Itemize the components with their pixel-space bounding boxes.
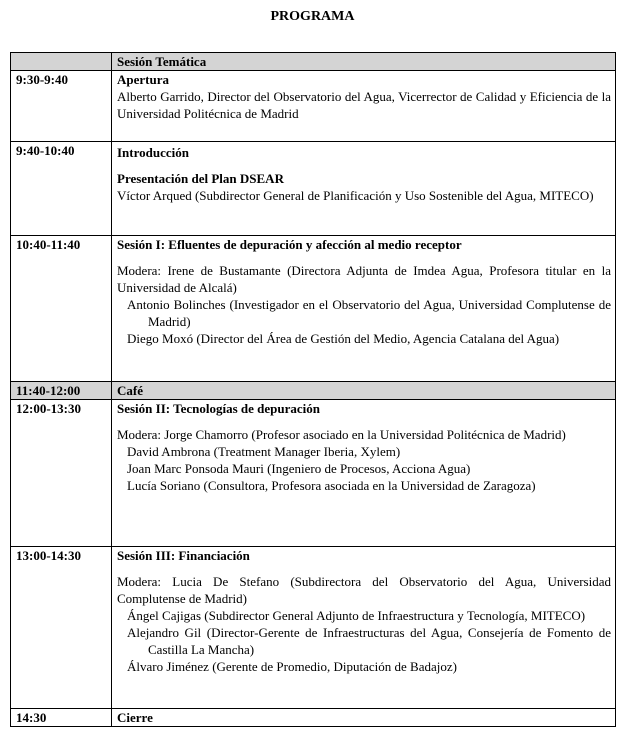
time-column-header	[11, 53, 112, 71]
session-cell	[112, 236, 616, 382]
session-heading: Sesión I: Efluentes de depuración y afección al medio receptor	[117, 237, 462, 252]
session-heading: Introducción	[117, 145, 189, 160]
speaker: Diego Moxó (Director del Área de Gestión del Medio, Agencia Catalana del Agua)	[127, 331, 560, 346]
page-title: PROGRAMA	[270, 9, 355, 24]
moderator: Modera: Lucia De Stefano (Subdirectora del Observatorio del Agua, Universidad Complutense de Madrid)	[117, 574, 611, 606]
speaker: Lucía Soriano (Consultora, Profesora asociada en la Universidad de Zaragoza)	[127, 478, 536, 493]
program-table	[10, 52, 616, 727]
time-cell: 10:40-11:40	[11, 236, 112, 382]
time-cell: 12:00-13:30	[11, 400, 112, 547]
session-heading: Apertura	[117, 72, 169, 87]
time-cell: 11:40-12:00	[11, 382, 112, 400]
session-cell	[112, 547, 616, 709]
session-text: Alberto Garrido, Director del Observatorio del Agua, Vicerrector de Calidad y Eficiencia de la Universidad Politécnica de Madrid	[117, 89, 611, 121]
moderator: Modera: Jorge Chamorro (Profesor asociado en la Universidad Politécnica de Madrid)	[117, 427, 566, 442]
table-row	[11, 400, 616, 547]
table-row	[11, 142, 616, 236]
session-cell	[112, 142, 616, 236]
session-heading: Cierre	[112, 709, 616, 727]
moderator: Modera: Irene de Bustamante (Directora Adjunta de Imdea Agua, Profesora titular en la Universidad de Alcalá)	[117, 263, 611, 295]
table-row-break	[11, 382, 616, 400]
speaker: Joan Marc Ponsoda Mauri (Ingeniero de Procesos, Acciona Agua)	[127, 461, 471, 476]
table-row	[11, 709, 616, 727]
table-row	[11, 236, 616, 382]
time-cell: 9:40-10:40	[11, 142, 112, 236]
speaker: Ángel Cajigas (Subdirector General Adjunto de Infraestructura y Tecnología, MITECO)	[127, 608, 586, 623]
session-column-header: Sesión Temática	[112, 53, 616, 71]
session-cell	[112, 71, 616, 142]
session-heading: Café	[112, 382, 616, 400]
session-cell	[112, 400, 616, 547]
speaker: Antonio Bolinches (Investigador en el Observatorio del Agua, Universidad Complutense de Madrid)	[127, 297, 611, 329]
session-heading: Sesión III: Financiación	[117, 548, 250, 563]
speaker: David Ambrona (Treatment Manager Iberia, Xylem)	[127, 444, 401, 459]
speaker: Álvaro Jiménez (Gerente de Promedio, Diputación de Badajoz)	[127, 659, 457, 674]
table-row	[11, 547, 616, 709]
session-subheading: Presentación del Plan DSEAR	[117, 171, 284, 186]
time-cell: 9:30-9:40	[11, 71, 112, 142]
time-cell: 13:00-14:30	[11, 547, 112, 709]
table-row	[11, 71, 616, 142]
time-cell: 14:30	[11, 709, 112, 727]
speaker: Víctor Arqued (Subdirector General de Planificación y Uso Sostenible del Agua, MITECO)	[117, 188, 594, 203]
speaker: Alejandro Gil (Director-Gerente de Infraestructuras del Agua, Consejería de Fomento de Castilla La Mancha)	[127, 625, 611, 657]
table-header-row	[11, 53, 616, 71]
session-heading: Sesión II: Tecnologías de depuración	[117, 401, 320, 416]
